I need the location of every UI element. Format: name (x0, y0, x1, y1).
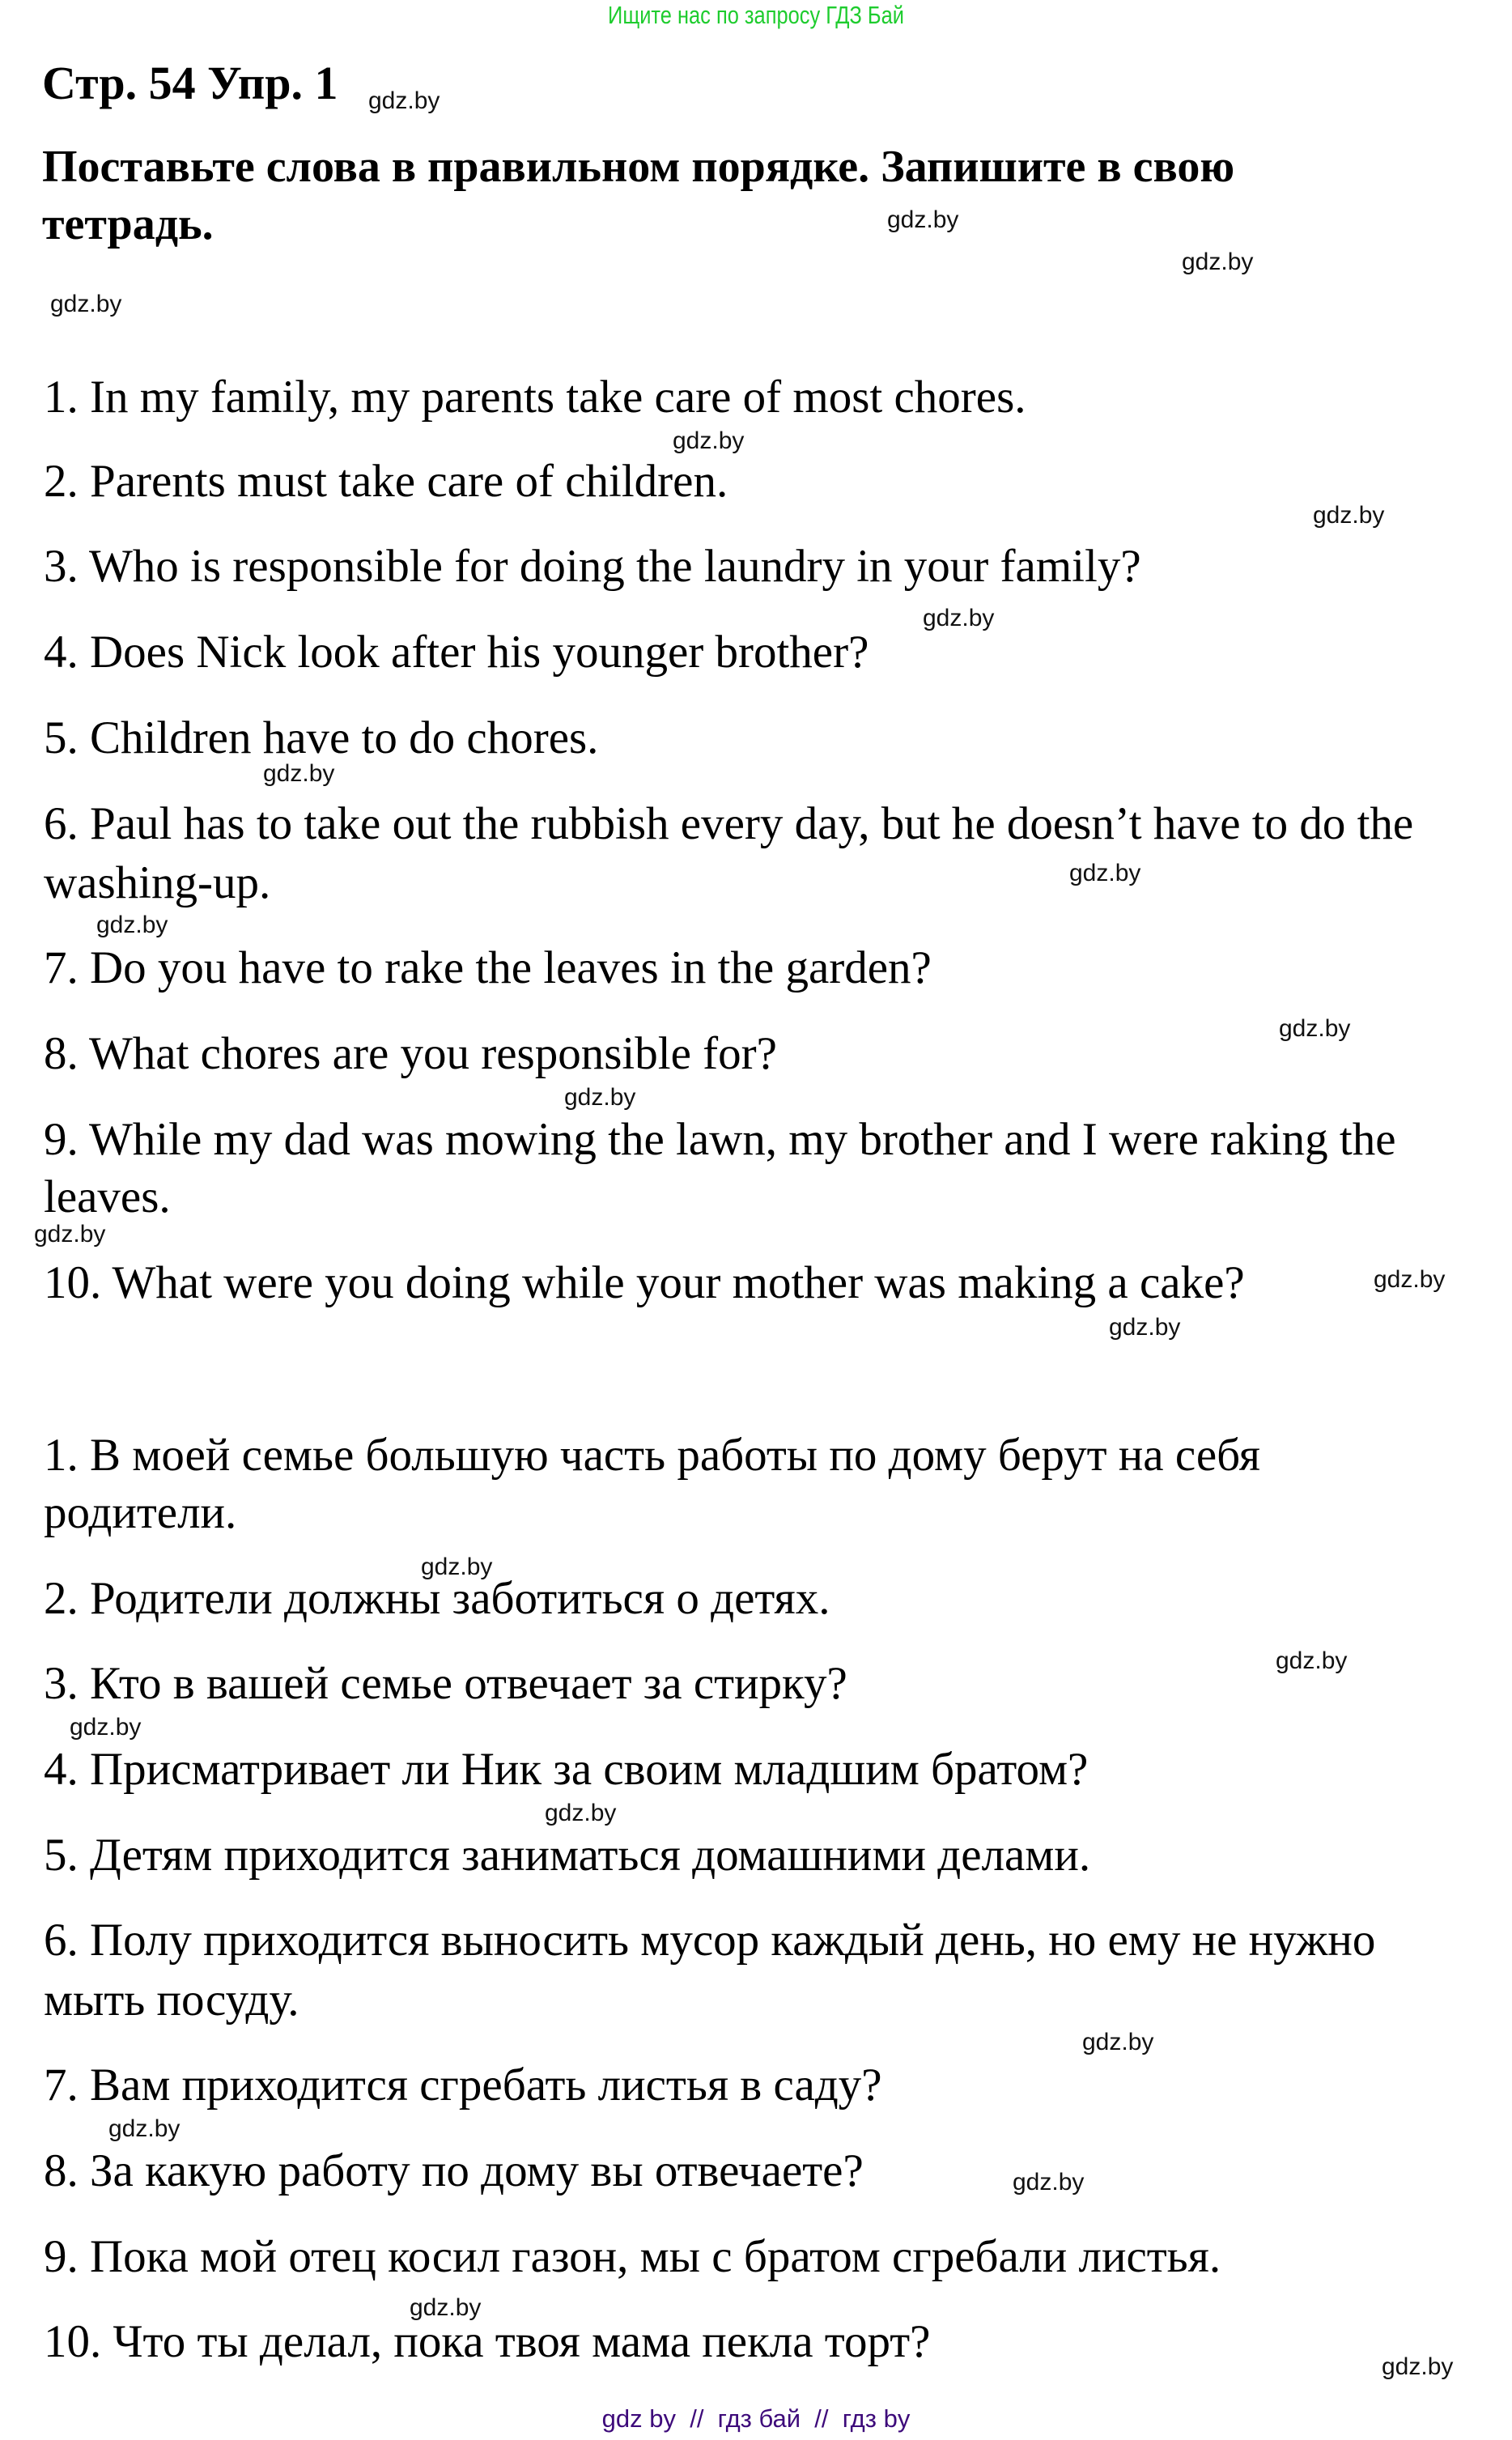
watermark: gdz.by (1109, 1314, 1181, 1341)
watermark: gdz.by (50, 291, 122, 317)
task-instruction-line-2: тетрадь. (42, 199, 214, 249)
russian-item-8: 8. За какую работу по дому вы отвечаете? (44, 2145, 864, 2196)
watermark: gdz.by (1279, 1015, 1351, 1042)
english-item-6-line-1: 6. Paul has to take out the rubbish every day, but he doesn’t have to do the (44, 798, 1414, 849)
watermark: gdz.by (1082, 2029, 1154, 2055)
watermark: gdz.by (1182, 249, 1254, 275)
watermark: gdz.by (70, 1714, 142, 1741)
english-item-1: 1. In my family, my parents take care of most chores. (44, 372, 1026, 423)
watermark: gdz.by (564, 1084, 636, 1111)
watermark: gdz.by (923, 605, 995, 631)
russian-item-6-line-2: мыть посуду. (44, 1975, 299, 2026)
watermark: gdz.by (1382, 2353, 1454, 2380)
english-item-5: 5. Children have to do chores. (44, 712, 599, 763)
russian-item-4: 4. Присматривает ли Ник за своим младшим братом? (44, 1744, 1089, 1795)
watermark: gdz.by (673, 427, 745, 454)
english-item-8: 8. What chores are you responsible for? (44, 1028, 777, 1079)
watermark: gdz.by (1013, 2169, 1085, 2196)
footer-links[interactable]: gdz by // гдз бай // гдз by (601, 2404, 911, 2433)
russian-item-2: 2. Родители должны заботиться о детях. (44, 1573, 830, 1624)
watermark: gdz.by (368, 87, 440, 114)
search-banner[interactable]: Ищите нас по запросу ГДЗ Бай (608, 1, 904, 29)
task-instruction-line-1: Поставьте слова в правильном порядке. Запишите в свою (42, 142, 1235, 192)
watermark: gdz.by (410, 2294, 482, 2321)
english-item-9-line-1: 9. While my dad was mowing the lawn, my brother and I were raking the (44, 1114, 1396, 1165)
watermark: gdz.by (887, 206, 959, 233)
russian-item-7: 7. Вам приходится сгребать листья в саду? (44, 2060, 882, 2111)
russian-item-9: 9. Пока мой отец косил газон, мы с братом сгребали листья. (44, 2231, 1221, 2282)
english-item-4: 4. Does Nick look after his younger brother? (44, 627, 869, 678)
page-title: Стр. 54 Упр. 1 (42, 57, 338, 109)
watermark: gdz.by (1374, 1266, 1446, 1293)
watermark: gdz.by (1276, 1647, 1348, 1674)
watermark: gdz.by (421, 1554, 493, 1580)
watermark: gdz.by (1313, 502, 1385, 529)
watermark: gdz.by (96, 912, 168, 938)
english-item-2: 2. Parents must take care of children. (44, 456, 728, 507)
english-item-6-line-2: washing-up. (44, 857, 271, 908)
russian-item-1-line-2: родители. (44, 1487, 237, 1538)
english-item-10: 10. What were you doing while your mother was making a cake? (44, 1257, 1245, 1308)
english-item-3: 3. Who is responsible for doing the laundry in your family? (44, 541, 1141, 592)
watermark: gdz.by (263, 760, 335, 787)
english-item-9-line-2: leaves. (44, 1171, 171, 1222)
russian-item-1-line-1: 1. В моей семье большую часть работы по дому берут на себя (44, 1430, 1260, 1481)
russian-item-5: 5. Детям приходится заниматься домашними делами. (44, 1830, 1091, 1881)
watermark: gdz.by (545, 1800, 617, 1826)
english-item-7: 7. Do you have to rake the leaves in the garden? (44, 942, 932, 993)
russian-item-3: 3. Кто в вашей семье отвечает за стирку? (44, 1658, 847, 1709)
watermark: gdz.by (108, 2115, 181, 2142)
watermark: gdz.by (1069, 860, 1141, 886)
russian-item-6-line-1: 6. Полу приходится выносить мусор каждый день, но ему не нужно (44, 1915, 1376, 1966)
watermark: gdz.by (34, 1221, 106, 1248)
russian-item-10: 10. Что ты делал, пока твоя мама пекла торт? (44, 2316, 931, 2367)
